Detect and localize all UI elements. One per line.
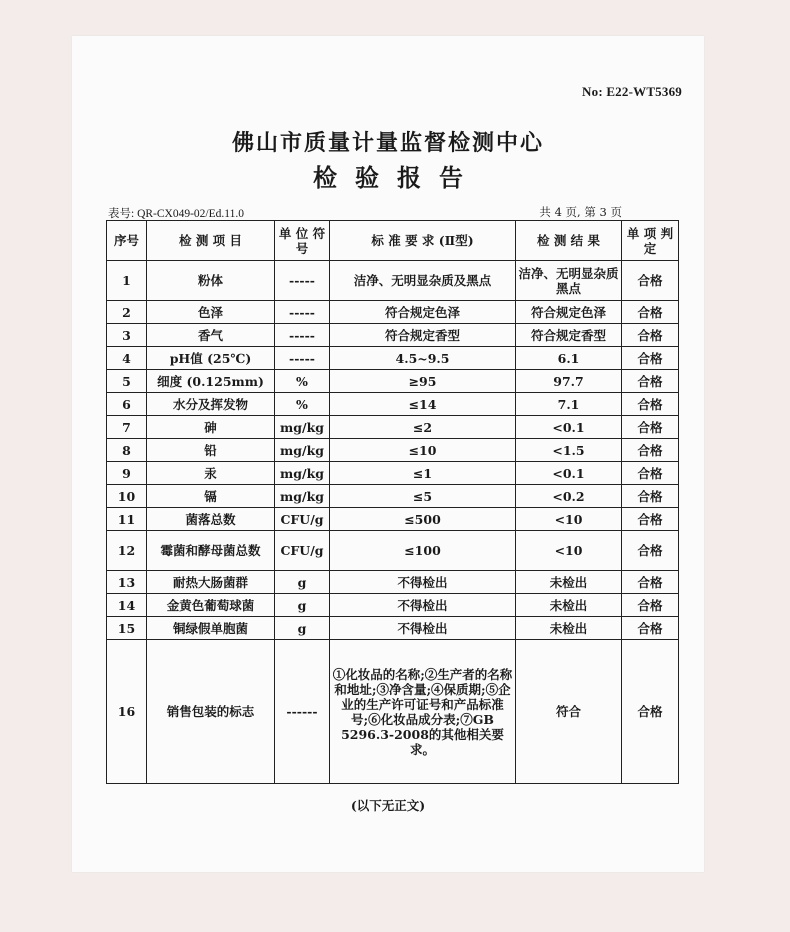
cell-judgement: 合格 [622, 462, 679, 485]
cell-seq: 7 [107, 416, 147, 439]
cell-result: 未检出 [516, 571, 622, 594]
organization-title: 佛山市质量计量监督检测中心 [231, 130, 544, 156]
table-row [107, 462, 679, 485]
cell-seq: 12 [107, 531, 147, 571]
cell-seq: 10 [107, 485, 147, 508]
cell-result: <0.2 [516, 485, 622, 508]
cell-standard: ≤5 [330, 485, 516, 508]
cell-item: 水分及挥发物 [147, 393, 275, 416]
cell-seq: 4 [107, 347, 147, 370]
cell-standard: ①化妆品的名称;②生产者的名称和地址;③净含量;④保质期;⑤企业的生产许可证号和产品标准号;⑥化妆品成分表;⑦GB 5296.3-2008的其他相关要求。 [330, 640, 516, 784]
table-row [107, 416, 679, 439]
cell-seq: 13 [107, 571, 147, 594]
cell-seq: 6 [107, 393, 147, 416]
cell-result: 97.7 [516, 370, 622, 393]
cell-result: 符合规定香型 [516, 324, 622, 347]
header-judgement: 单 项 判 定 [622, 221, 679, 261]
cell-standard: ≤1 [330, 462, 516, 485]
table-row [107, 301, 679, 324]
cell-unit: mg/kg [275, 462, 330, 485]
header-standard: 标 准 要 求 (Ⅱ型) [330, 221, 516, 261]
table-row [107, 640, 679, 784]
cell-item: 金黄色葡萄球菌 [147, 594, 275, 617]
cell-item: 铅 [147, 439, 275, 462]
cell-item: 汞 [147, 462, 275, 485]
cell-standard: 不得检出 [330, 594, 516, 617]
table-row [107, 393, 679, 416]
cell-judgement: 合格 [622, 485, 679, 508]
cell-standard: 符合规定香型 [330, 324, 516, 347]
cell-seq: 8 [107, 439, 147, 462]
document-number: No: E22-WT5369 [582, 84, 682, 99]
cell-seq: 1 [107, 261, 147, 301]
cell-unit: g [275, 594, 330, 617]
cell-item: 耐热大肠菌群 [147, 571, 275, 594]
cell-unit: CFU/g [275, 531, 330, 571]
form-number: 表号: QR-CX049-02/Ed.11.0 [108, 208, 244, 220]
end-note: (以下无正文) [350, 798, 426, 813]
cell-unit: ----- [275, 301, 330, 324]
cell-judgement: 合格 [622, 594, 679, 617]
cell-item: 菌落总数 [147, 508, 275, 531]
cell-judgement: 合格 [622, 301, 679, 324]
cell-judgement: 合格 [622, 439, 679, 462]
cell-result: <0.1 [516, 462, 622, 485]
cell-standard: ≥95 [330, 370, 516, 393]
table-row [107, 370, 679, 393]
cell-result: <1.5 [516, 439, 622, 462]
cell-judgement: 合格 [622, 571, 679, 594]
cell-item: 铜绿假单胞菌 [147, 617, 275, 640]
header-item: 检 测 项 目 [147, 221, 275, 261]
cell-unit: mg/kg [275, 416, 330, 439]
cell-item: pH值 (25℃) [147, 347, 275, 370]
cell-item: 砷 [147, 416, 275, 439]
cell-unit: mg/kg [275, 485, 330, 508]
cell-judgement: 合格 [622, 347, 679, 370]
cell-unit: CFU/g [275, 508, 330, 531]
cell-standard: 符合规定色泽 [330, 301, 516, 324]
cell-judgement: 合格 [622, 617, 679, 640]
table-row [107, 439, 679, 462]
cell-seq: 2 [107, 301, 147, 324]
cell-unit: ----- [275, 324, 330, 347]
cell-judgement: 合格 [622, 370, 679, 393]
cell-result: 洁净、无明显杂质黑点 [516, 261, 622, 301]
table-row [107, 571, 679, 594]
cell-result: 未检出 [516, 594, 622, 617]
cell-standard: ≤10 [330, 439, 516, 462]
cell-result: 未检出 [516, 617, 622, 640]
cell-judgement: 合格 [622, 640, 679, 784]
cell-seq: 3 [107, 324, 147, 347]
cell-item: 霉菌和酵母菌总数 [147, 531, 275, 571]
cell-seq: 14 [107, 594, 147, 617]
table-row [107, 324, 679, 347]
cell-standard: 洁净、无明显杂质及黑点 [330, 261, 516, 301]
cell-judgement: 合格 [622, 508, 679, 531]
cell-standard: ≤100 [330, 531, 516, 571]
cell-result: <10 [516, 508, 622, 531]
cell-unit: % [275, 370, 330, 393]
cell-judgement: 合格 [622, 324, 679, 347]
cell-standard: ≤500 [330, 508, 516, 531]
table-row [107, 508, 679, 531]
cell-seq: 11 [107, 508, 147, 531]
cell-standard: 不得检出 [330, 617, 516, 640]
table-row [107, 594, 679, 617]
header-seq: 序号 [107, 221, 147, 261]
cell-standard: 不得检出 [330, 571, 516, 594]
cell-item: 销售包装的标志 [147, 640, 275, 784]
header-unit: 单 位 符 号 [275, 221, 330, 261]
cell-item: 镉 [147, 485, 275, 508]
cell-result: 6.1 [516, 347, 622, 370]
page-indicator: 共 4 页, 第 3 页 [539, 205, 622, 219]
table-row [107, 531, 679, 571]
cell-standard: 4.5~9.5 [330, 347, 516, 370]
table-row [107, 485, 679, 508]
cell-standard: ≤2 [330, 416, 516, 439]
cell-unit: g [275, 617, 330, 640]
cell-seq: 15 [107, 617, 147, 640]
cell-item: 细度 (0.125mm) [147, 370, 275, 393]
header-result: 检 测 结 果 [516, 221, 622, 261]
cell-unit: ------ [275, 640, 330, 784]
cell-item: 色泽 [147, 301, 275, 324]
table-row [107, 617, 679, 640]
cell-standard: ≤14 [330, 393, 516, 416]
cell-item: 香气 [147, 324, 275, 347]
cell-judgement: 合格 [622, 261, 679, 301]
cell-seq: 9 [107, 462, 147, 485]
table-row [107, 261, 679, 301]
cell-unit: ----- [275, 261, 330, 301]
report-page [72, 36, 704, 872]
cell-item: 粉体 [147, 261, 275, 301]
cell-unit: mg/kg [275, 439, 330, 462]
cell-judgement: 合格 [622, 393, 679, 416]
test-results-table [106, 220, 679, 784]
cell-result: 符合 [516, 640, 622, 784]
cell-judgement: 合格 [622, 531, 679, 571]
cell-result: <10 [516, 531, 622, 571]
cell-seq: 16 [107, 640, 147, 784]
cell-unit: % [275, 393, 330, 416]
cell-result: 7.1 [516, 393, 622, 416]
cell-seq: 5 [107, 370, 147, 393]
table-row [107, 347, 679, 370]
cell-judgement: 合格 [622, 416, 679, 439]
cell-unit: ----- [275, 347, 330, 370]
cell-result: 符合规定色泽 [516, 301, 622, 324]
table-header-row [107, 221, 679, 261]
cell-result: <0.1 [516, 416, 622, 439]
cell-unit: g [275, 571, 330, 594]
report-title: 检验报告 [313, 163, 481, 192]
